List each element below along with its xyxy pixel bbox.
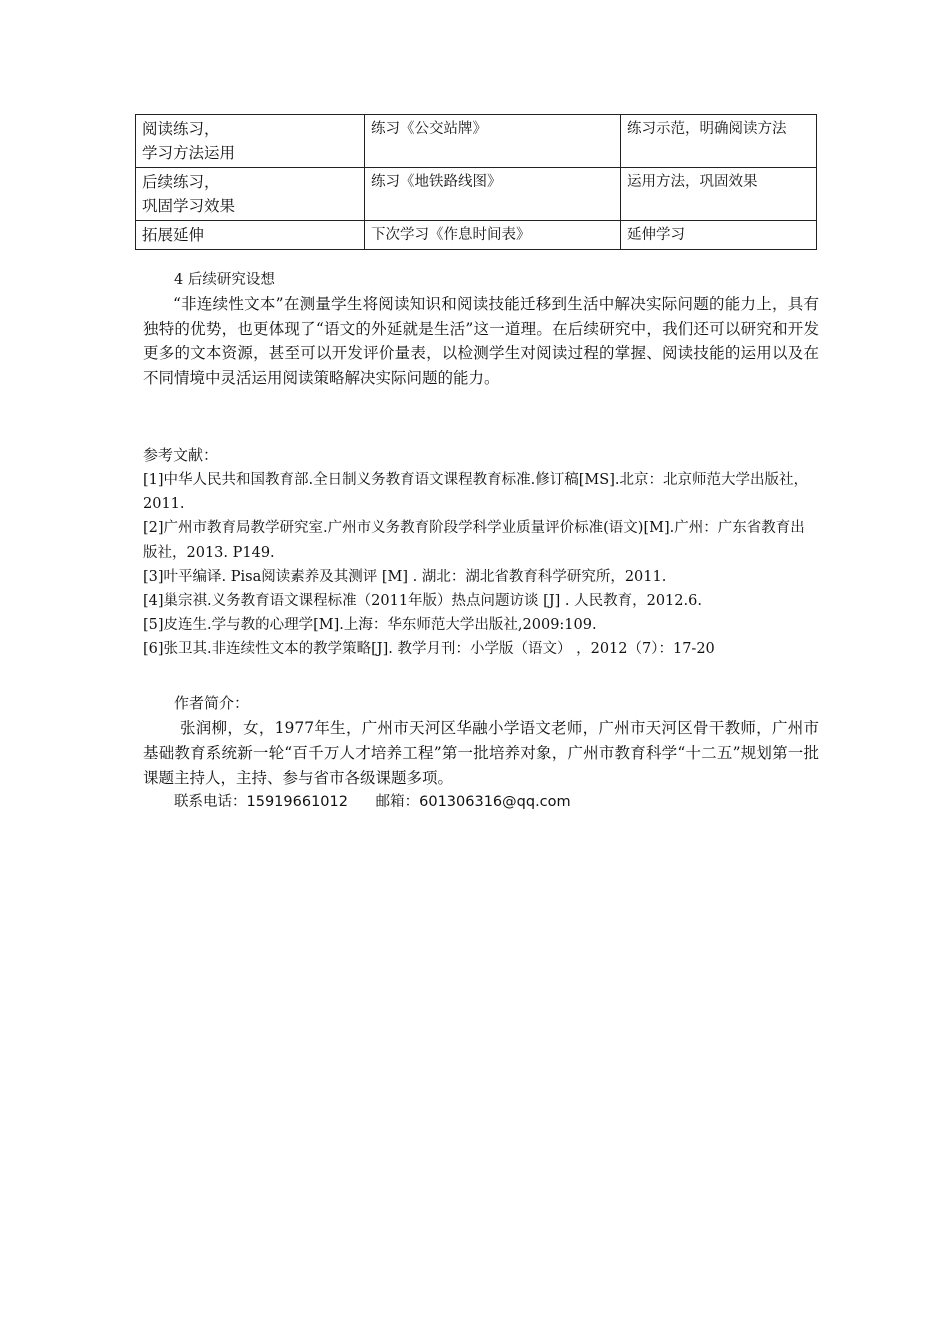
- author-bio: 张润柳，女，1977年生，广州市天河区华融小学语文老师，广州市天河区骨干教师，广州市基础教育系统新一轮“百千万人才培养工程”第一批培养对象，广州市教育科学“十二五”规划第一批课题主持人，主持、参与省市各级课题多项。: [143, 719, 819, 787]
- reference-item: [2]广州市教育局教学研究室.广州市义务教育阶段学科学业质量评价标准(语文)[M].广州：广东省教育出版社，2013. P149.: [143, 520, 805, 561]
- reference-item: [5]皮连生.学与教的心理学[M].上海：华东师范大学出版社,2009:109.: [143, 617, 597, 634]
- reference-item: [3]叶平编译. Pisa阅读素养及其测评 [M] . 湖北：湖北省教育科学研究所，2011.: [143, 568, 667, 585]
- table-cell-stage: [136, 115, 365, 168]
- stage-line-2: 学习方法运用: [142, 144, 236, 162]
- references-list: [143, 468, 819, 662]
- section-heading: 4 后续研究设想: [174, 272, 275, 288]
- table-cell-goal: 练习示范，明确阅读方法: [621, 115, 817, 168]
- stage-line-2: 巩固学习效果: [142, 197, 236, 215]
- table-row: [136, 168, 817, 221]
- reference-item: [1]中华人民共和国教育部.全日制义务教育语文课程教育标准.修订稿[MS].北京：北京师范大学出版社，2011.: [143, 472, 808, 513]
- stage-line-1: 后续练习，: [142, 173, 220, 191]
- table-cell-stage: [136, 168, 365, 221]
- reference-item: [4]巢宗祺.义务教育语文课程标准（2011年版）热点问题访谈 [J] . 人民教育，2012.6.: [143, 593, 702, 610]
- table-cell-goal: 运用方法，巩固效果: [621, 168, 817, 221]
- table-row: [136, 115, 817, 168]
- reference-item: [6]张卫其.非连续性文本的教学策略[J]. 教学月刊：小学版（语文） ，2012（7）：17-20: [143, 641, 715, 658]
- table-cell-activity: 下次学习《作息时间表》: [365, 221, 621, 250]
- author-heading: 作者简介：: [174, 694, 250, 712]
- author-contact: 联系电话：15919661012 邮箱：601306316@qq.com: [174, 794, 571, 810]
- table-cell-stage: 拓展延伸: [136, 221, 365, 250]
- stage-line-1: 阅读练习，: [142, 120, 220, 138]
- lesson-plan-table: [135, 114, 817, 250]
- section-paragraph: “非连续性文本”在测量学生将阅读知识和阅读技能迁移到生活中解决实际问题的能力上，具有独特的优势，也更体现了“语文的外延就是生活”这一道理。在后续研究中，我们还可以研究和开发更多的文本资源，甚至可以开发评价量表，以检测学生对阅读过程的掌握、阅读技能的运用以及在不同情境中灵活运用阅读策略解决实际问题的能力。: [143, 295, 819, 387]
- table-cell-activity: 练习《公交站牌》: [365, 115, 621, 168]
- references-heading: 参考文献：: [143, 446, 219, 464]
- table-row: [136, 221, 817, 250]
- table-cell-activity: 练习《地铁路线图》: [365, 168, 621, 221]
- table-cell-goal: 延伸学习: [621, 221, 817, 250]
